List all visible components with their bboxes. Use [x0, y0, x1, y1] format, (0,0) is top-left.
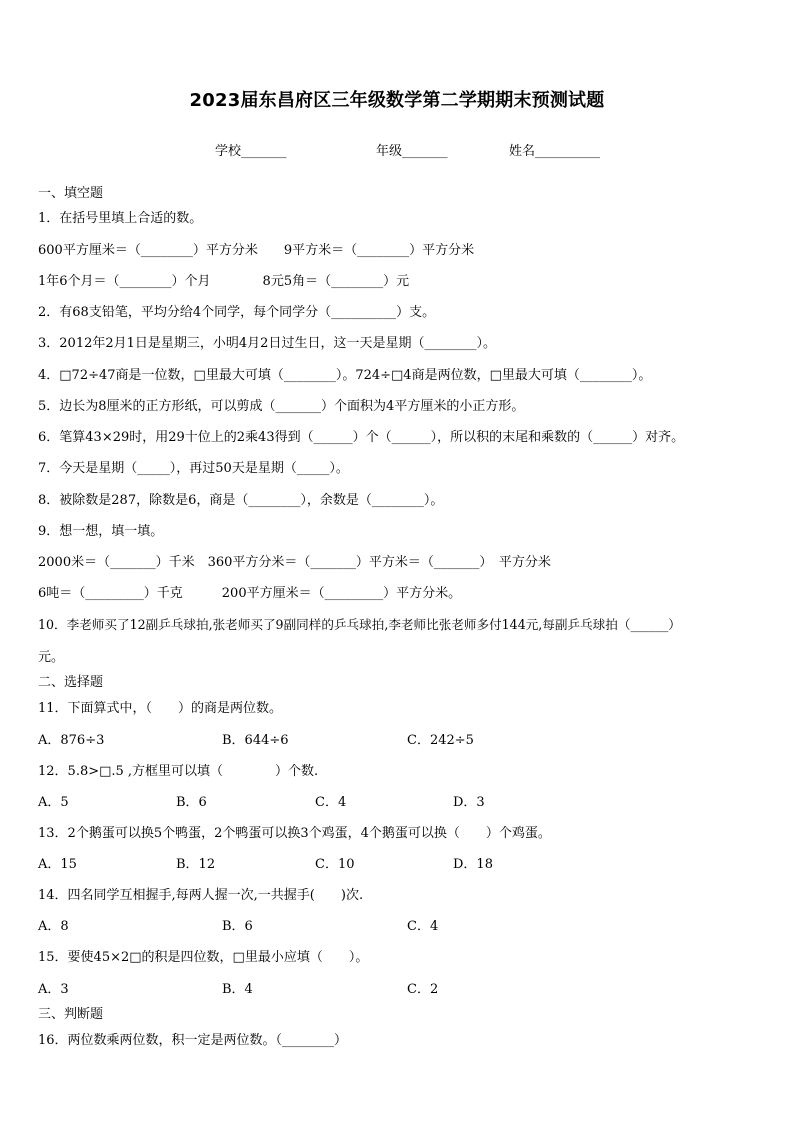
q13-option-d: D．18: [453, 857, 493, 872]
question-10: 10．李老师买了12副乒乓球拍,张老师买了9副同样的乒乓球拍,李老师比张老师多付144元,每副乒乓球拍（______）: [38, 617, 681, 632]
q13-option-c: C．10: [315, 857, 355, 872]
question-5: 5．边长为8厘米的正方形纸，可以剪成（_______）个面积为4平方厘米的小正方形。: [38, 399, 525, 414]
question-7: 7．今天是星期（_____），再过50天是星期（_____）。: [38, 461, 349, 476]
grade-field: 年级_______: [376, 144, 448, 159]
q12-option-b: B．6: [176, 795, 207, 810]
question-3: 3．2012年2月1日是星期三，小明4月2日过生日，这一天是星期（________）。: [38, 336, 496, 351]
question-8: 8．被除数是287，除数是6，商是（________），余数是（________）。: [38, 493, 444, 508]
q12-option-d: D．3: [453, 795, 485, 810]
q11-option-c: C．242÷5: [407, 733, 474, 748]
q13-option-b: B．12: [176, 857, 216, 872]
q11-option-b: B．644÷6: [222, 733, 289, 748]
q12-option-c: C．4: [315, 795, 347, 810]
question-2: 2．有68支铅笔，平均分给4个同学，每个同学分（__________）支。: [38, 305, 436, 320]
question-13: 13．2个鹅蛋可以换5个鸭蛋，2个鸭蛋可以换3个鸡蛋，4个鹅蛋可以换（ ）个鸡蛋。: [38, 826, 551, 841]
question-12: 12．5.8>□.5 ,方框里可以填（ ）个数.: [38, 764, 319, 779]
question-9: 9．想一想，填一填。: [38, 524, 164, 539]
question-14: 14．四名同学互相握手,每两人握一次,一共握手( )次.: [38, 888, 364, 903]
section-heading-fill-blank: 一、填空题: [38, 186, 104, 201]
q14-option-a: A．8: [38, 919, 69, 934]
question-16: 16．两位数乘两位数，积一定是两位数。（________）: [38, 1033, 348, 1048]
question-11: 11．下面算式中，（ ）的商是两位数。: [38, 701, 283, 716]
question-4: 4．□72÷47商是一位数，□里最大可填（________）。724÷□4商是两位数，□里最大可填（________）。: [38, 368, 652, 383]
question-9-part-a: 2000米＝（_______）千米 360平方分米＝（_______）平方米＝（_______） 平方分米: [38, 555, 551, 570]
section-heading-multiple-choice: 二、选择题: [38, 675, 104, 690]
question-1-part-b: 1年6个月＝（________）个月 8元5角＝（________）元: [38, 274, 410, 289]
q14-option-b: B．6: [222, 919, 253, 934]
q15-option-a: A．3: [38, 982, 69, 997]
question-9-part-b: 6吨＝（_________）千克 200平方厘米＝（_________）平方分米。: [38, 586, 462, 601]
q12-option-a: A．5: [38, 795, 69, 810]
question-1: 1．在括号里填上合适的数。: [38, 211, 203, 226]
q15-option-c: C．2: [407, 982, 439, 997]
school-field: 学校_______: [215, 144, 287, 159]
question-15: 15．要使45×2□的积是四位数，□里最小应填（ ）。: [38, 950, 369, 965]
question-1-part-a: 600平方厘米＝（________）平方分米 9平方米＝（________）平方分米: [38, 243, 475, 258]
section-heading-true-false: 三、判断题: [38, 1007, 104, 1022]
name-field: 姓名__________: [509, 144, 601, 159]
q15-option-b: B．4: [222, 982, 253, 997]
q13-option-a: A．15: [38, 857, 77, 872]
q11-option-a: A．876÷3: [38, 733, 105, 748]
page-title: 2023届东昌府区三年级数学第二学期期末预测试题: [189, 90, 605, 111]
question-10-continuation: 元。: [38, 650, 65, 665]
question-6: 6．笔算43×29时，用29十位上的2乘43得到（______）个（______），所以积的末尾和乘数的（______）对齐。: [38, 430, 685, 445]
q14-option-c: C．4: [407, 919, 439, 934]
